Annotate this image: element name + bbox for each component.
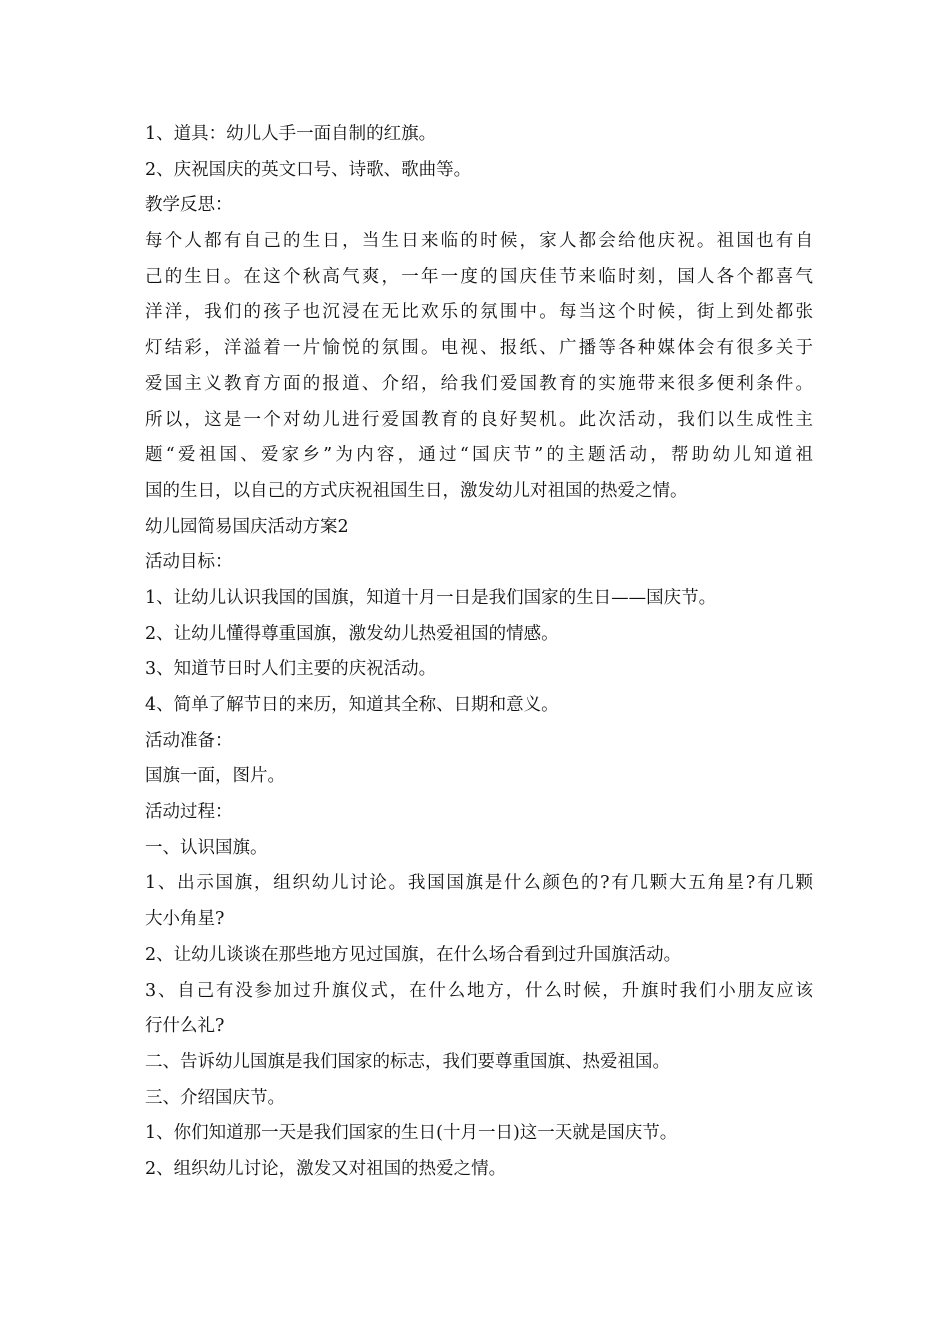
text-line: 活动准备： bbox=[145, 730, 233, 751]
document-body bbox=[145, 117, 813, 1188]
text-line: 活动目标： bbox=[145, 552, 233, 573]
text-line: 二、告诉幼儿国旗是我们国家的标志，我们要尊重国旗、热爱祖国。 bbox=[145, 1051, 670, 1072]
text-line: 3、自己有没参加过升旗仪式，在什么地方，什么时候，升旗时我们小朋友应该 bbox=[145, 980, 813, 1001]
text-line: 4、简单了解节日的来历，知道其全称、日期和意义。 bbox=[145, 695, 559, 715]
text-line: 教学反思： bbox=[145, 195, 233, 216]
text-line: 1、你们知道那一天是我们国家的生日(十月一日)这一天就是国庆节。 bbox=[145, 1123, 678, 1144]
text-line: 行什么礼? bbox=[145, 1016, 225, 1037]
text-line: 3、知道节日时人们主要的庆祝活动。 bbox=[145, 659, 437, 680]
text-line: 一、认识国旗。 bbox=[145, 837, 268, 858]
text-line: 题“爱祖国、爱家乡”为内容，通过“国庆节”的主题活动，帮助幼儿知道祖 bbox=[145, 445, 813, 466]
text-line: 国旗一面，图片。 bbox=[145, 766, 285, 787]
text-line: 1、让幼儿认识我国的国旗，知道十月一日是我们国家的生日——国庆节。 bbox=[145, 587, 717, 608]
text-line: 幼儿园简易国庆活动方案2 bbox=[145, 516, 349, 537]
text-line: 国的生日，以自己的方式庆祝祖国生日，激发幼儿对祖国的热爱之情。 bbox=[145, 480, 688, 501]
text-line: 己的生日。在这个秋高气爽，一年一度的国庆佳节来临时刻，国人各个都喜气 bbox=[145, 266, 813, 287]
text-line: 洋洋，我们的孩子也沉浸在无比欢乐的氛围中。每当这个时候，街上到处都张 bbox=[145, 302, 813, 323]
text-line: 1、出示国旗，组织幼儿讨论。我国国旗是什么颜色的?有几颗大五角星?有几颗 bbox=[145, 873, 813, 894]
text-line: 所以，这是一个对幼儿进行爱国教育的良好契机。此次活动，我们以生成性主 bbox=[145, 409, 813, 430]
text-line: 2、让幼儿懂得尊重国旗，激发幼儿热爱祖国的情感。 bbox=[145, 623, 559, 644]
text-line: 爱国主义教育方面的报道、介绍，给我们爱国教育的实施带来很多便利条件。 bbox=[145, 373, 813, 394]
text-line: 灯结彩，洋溢着一片愉悦的氛围。电视、报纸、广播等各种媒体会有很多关于 bbox=[145, 338, 813, 359]
text-line: 2、让幼儿谈谈在那些地方见过国旗，在什么场合看到过升国旗活动。 bbox=[145, 944, 682, 965]
text-line: 大小角星? bbox=[145, 909, 225, 930]
text-line: 2、组织幼儿讨论，激发又对祖国的热爱之情。 bbox=[145, 1158, 507, 1179]
text-line: 1、道具：幼儿人手一面自制的红旗。 bbox=[145, 124, 437, 144]
text-line: 活动过程： bbox=[145, 802, 233, 823]
text-line: 三、介绍国庆节。 bbox=[145, 1087, 285, 1108]
text-line: 2、庆祝国庆的英文口号、诗歌、歌曲等。 bbox=[145, 159, 472, 180]
text-line: 每个人都有自己的生日，当生日来临的时候，家人都会给他庆祝。祖国也有自 bbox=[145, 231, 813, 252]
